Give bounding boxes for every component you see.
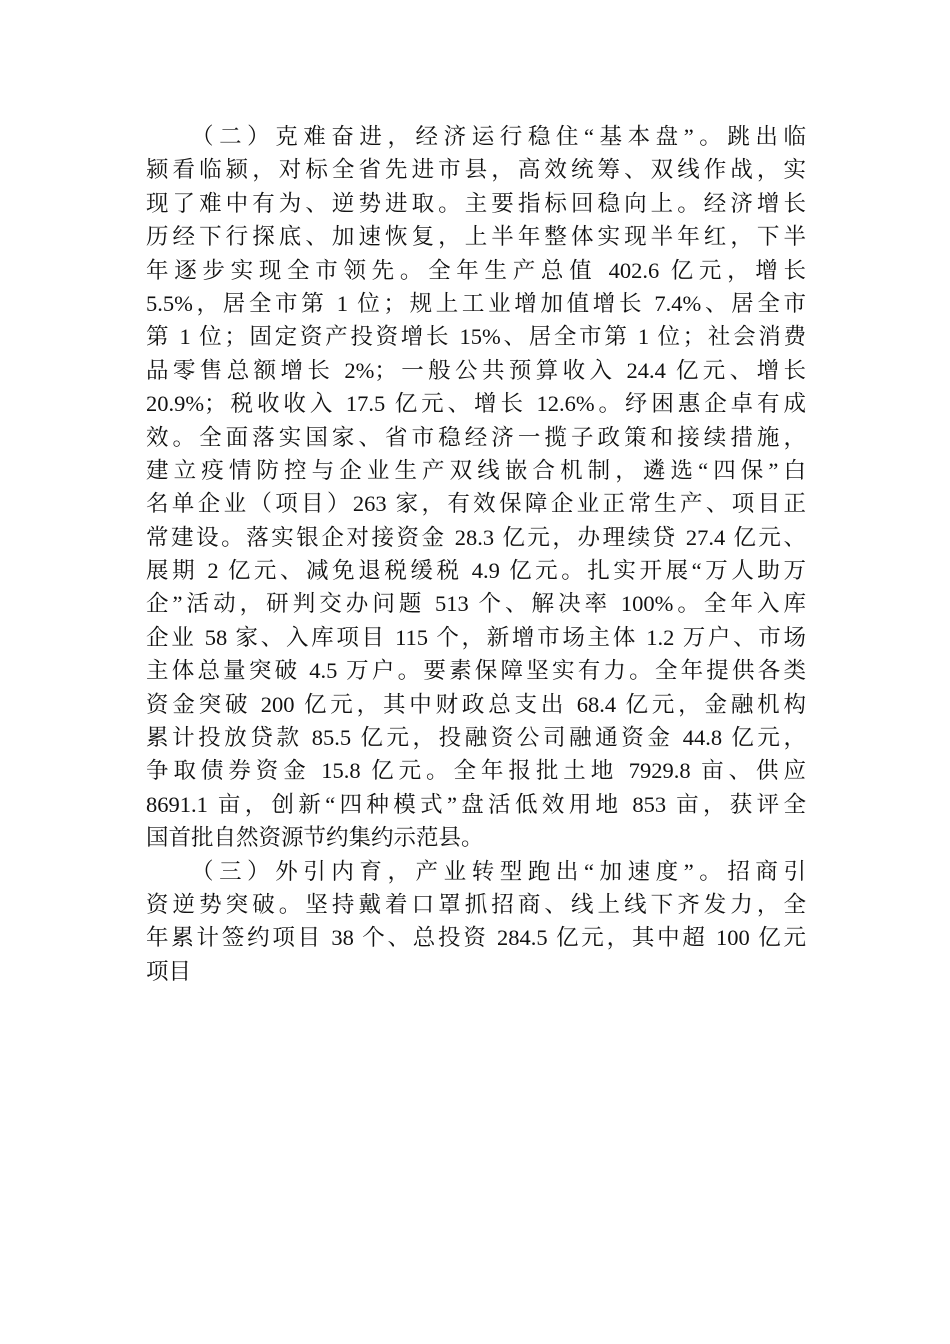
text-line: 国首批自然资源节约集约示范县。	[146, 825, 484, 851]
text-line: 争取债券资金 15.8 亿元。全年报批土地 7929.8 亩、供应	[146, 758, 806, 784]
text-line: （三）外引内育，产业转型跑出“加速度”。招商引	[191, 858, 806, 884]
paragraph	[146, 120, 806, 855]
text-line: 企业 58 家、入库项目 115 个，新增市场主体 1.2 万户、市场	[146, 624, 806, 650]
text-line: 年逐步实现全市领先。全年生产总值 402.6 亿元，增长	[146, 257, 806, 283]
text-line: （二）克难奋进，经济运行稳住“基本盘”。跳出临	[191, 124, 806, 149]
text-line: 资逆势突破。坚持戴着口罩抓招商、线上线下齐发力，全	[146, 891, 806, 917]
text-line: 第 1 位；固定资产投资增长 15%、居全市第 1 位；社会消费	[146, 324, 806, 350]
text-line: 20.9%；税收收入 17.5 亿元、增长 12.6%。纾困惠企卓有成	[146, 391, 806, 417]
paragraph	[146, 855, 806, 989]
text-line: 历经下行探底、加速恢复，上半年整体实现半年红，下半	[146, 224, 806, 250]
text-line: 年累计签约项目 38 个、总投资 284.5 亿元，其中超 100 亿元	[146, 925, 806, 951]
text-line: 常建设。落实银企对接资金 28.3 亿元，办理续贷 27.4 亿元、	[146, 524, 806, 550]
text-line: 项目	[146, 958, 192, 984]
text-line: 企”活动，研判交办问题 513 个、解决率 100%。全年入库	[146, 591, 806, 617]
text-line: 名单企业（项目）263 家，有效保障企业正常生产、项目正	[146, 491, 806, 517]
text-line: 主体总量突破 4.5 万户。要素保障坚实有力。全年提供各类	[146, 658, 806, 684]
text-line: 颍看临颍，对标全省先进市县，高效统筹、双线作战，实	[146, 157, 806, 183]
text-line: 建立疫情防控与企业生产双线嵌合机制，遴选“四保”白	[146, 457, 806, 483]
text-line: 展期 2 亿元、减免退税缓税 4.9 亿元。扎实开展“万人助万	[146, 558, 806, 584]
text-line: 效。全面落实国家、省市稳经济一揽子政策和接续措施，	[146, 424, 806, 450]
text-line: 累计投放贷款 85.5 亿元，投融资公司融通资金 44.8 亿元，	[146, 725, 806, 751]
text-line: 8691.1 亩，创新“四种模式”盘活低效用地 853 亩，获评全	[146, 791, 806, 817]
text-line: 资金突破 200 亿元，其中财政总支出 68.4 亿元，金融机构	[146, 691, 806, 717]
text-line: 现了难中有为、逆势进取。主要指标回稳向上。经济增长	[146, 190, 806, 216]
text-line: 品零售总额增长 2%；一般公共预算收入 24.4 亿元、增长	[146, 357, 806, 383]
text-line: 5.5%，居全市第 1 位；规上工业增加值增长 7.4%、居全市	[146, 290, 806, 316]
document-page	[146, 120, 806, 988]
